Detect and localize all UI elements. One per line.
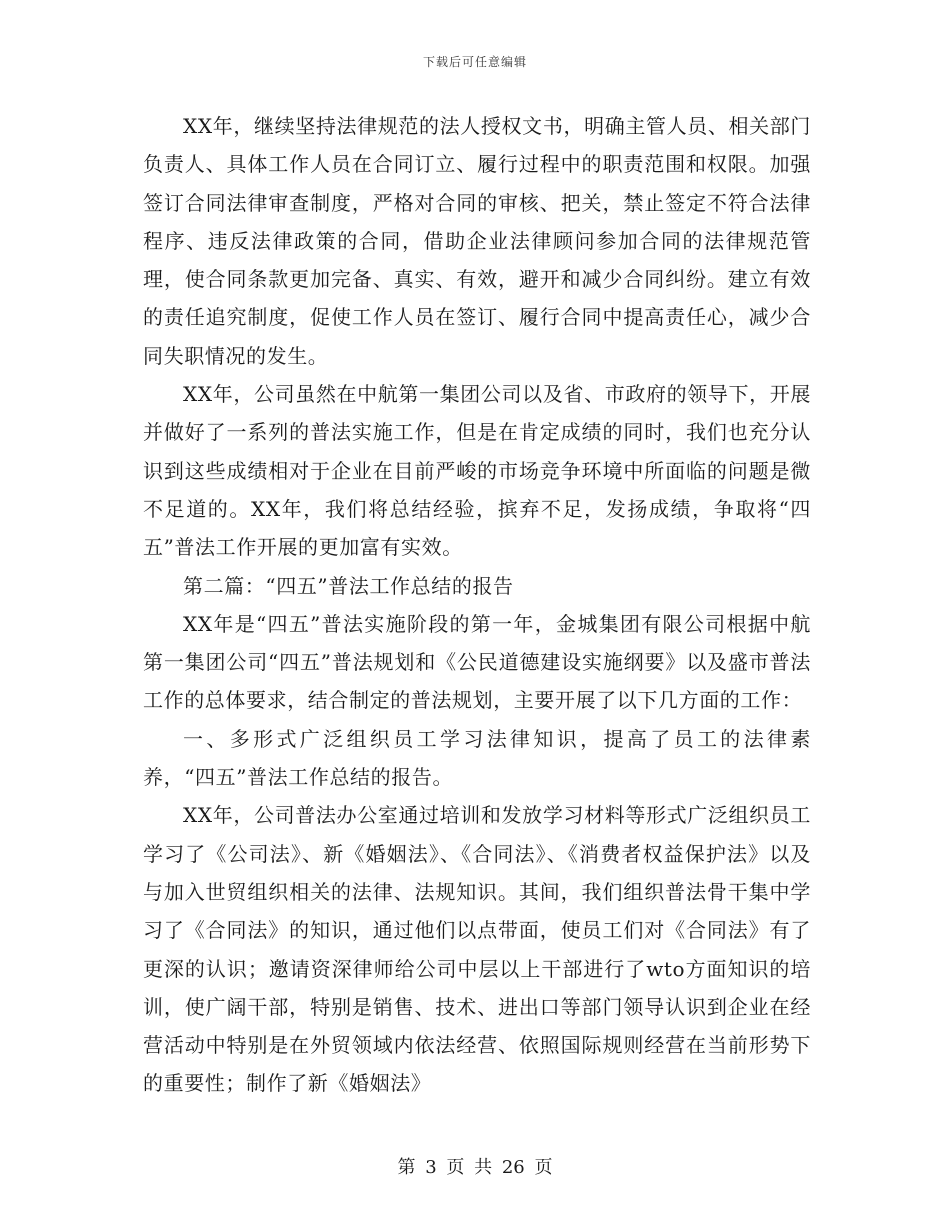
- paragraph-4: 一、多形式广泛组织员工学习法律知识，提高了员工的法律素养，“四五”普法工作总结的报告。: [143, 726, 811, 790]
- paragraph-3: XX年是“四五”普法实施阶段的第一年，金城集团有限公司根据中航第一集团公司“四五”普法规划和《公民道德建设实施纲要》以及盛市普法工作的总体要求，结合制定的普法规划，主要开展了以下几方面的工作：: [143, 611, 811, 713]
- document-body: [143, 107, 811, 1103]
- page-header-note: 下载后可任意编辑: [422, 55, 527, 69]
- paragraph-1: XX年，继续坚持法律规范的法人授权文书，明确主管人员、相关部门负责人、具体工作人员在合同订立、履行过程中的职责范围和权限。加强签订合同法律审查制度，严格对合同的审核、把关，禁止签定不符合法律程序、违反法律政策的合同，借助企业法律顾问参加合同的法律规范管理，使合同条款更加完备、真实、有效，避开和减少合同纠纷。建立有效的责任追究制度，促使工作人员在签订、履行合同中提高责任心，减少合同失职情况的发生。: [143, 114, 811, 368]
- paragraph-2: XX年，公司虽然在中航第一集团公司以及省、市政府的领导下，开展并做好了一系列的普法实施工作，但是在肯定成绩的同时，我们也充分认识到这些成绩相对于企业在目前严峻的市场竞争环境中所面临的问题是微不足道的。XX年，我们将总结经验，摈弃不足，发扬成绩，争取将“四五”普法工作开展的更加富有实效。: [143, 382, 811, 560]
- page-number: 第 3 页 共 26 页: [397, 1157, 553, 1178]
- section-heading: 第二篇：“四五”普法工作总结的报告: [183, 573, 514, 598]
- paragraph-5: XX年，公司普法办公室通过培训和发放学习材料等形式广泛组织员工学习了《公司法》、新《婚姻法》、《合同法》、《消费者权益保护法》以及与加入世贸组织相关的法律、法规知识。其间，我们组织普法骨干集中学习了《合同法》的知识，通过他们以点带面，使员工们对《合同法》有了更深的认识；邀请资深律师给公司中层以上干部进行了wto方面知识的培训，使广阔干部，特别是销售、技术、进出口等部门领导认识到企业在经营活动中特别是在外贸领域内依法经营、依照国际规则经营在当前形势下的重要性；制作了新《婚姻法》: [143, 803, 811, 1096]
